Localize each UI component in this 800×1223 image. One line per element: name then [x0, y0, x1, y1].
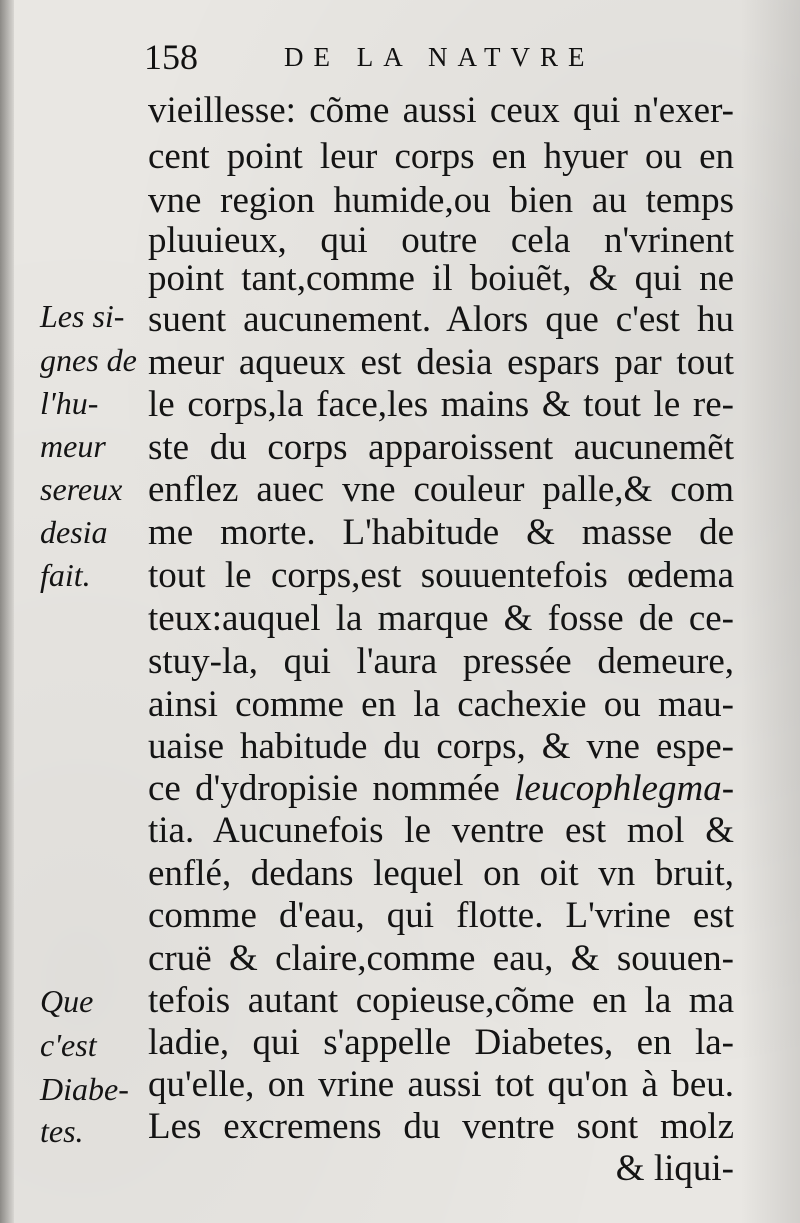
- margin-note-line: desia: [40, 514, 108, 550]
- margin-note-line: Diabe-: [40, 1071, 129, 1107]
- text-line: le corps,la face,les mains & tout le re-: [148, 384, 734, 425]
- text-line: [148, 766, 734, 812]
- text-line: tefois autant copieuse,cõme en la ma: [148, 980, 734, 1021]
- text-line: me morte. L'habitude & masse de: [148, 512, 734, 553]
- text-line: point tant,comme il boiuẽt, & qui ne: [148, 258, 734, 299]
- text-line: comme d'eau, qui flotte. L'vrine est: [148, 895, 734, 936]
- text-line: tia. Aucunefois le ventre est mol &: [148, 810, 734, 851]
- text-line: teux:auquel la marque & fosse de ce-: [148, 598, 734, 639]
- margin-note-line: c'est: [40, 1027, 97, 1063]
- text-line: ste du corps apparoissent aucunemẽt: [148, 427, 734, 468]
- text-line: & liqui-: [615, 1148, 734, 1189]
- page-header: [144, 36, 734, 86]
- text-line: stuy-la, qui l'aura pressée demeure,: [148, 641, 734, 682]
- running-title: DE LA NATVRE: [284, 42, 595, 72]
- text-line: uaise habitude du corps, & vne espe-: [148, 726, 734, 767]
- text-line: cruë & claire,comme eau, & souuen-: [148, 938, 734, 979]
- margin-note-line: meur: [40, 428, 106, 464]
- binding-gutter: [0, 0, 14, 1223]
- margin-note-line: Que: [40, 983, 94, 1019]
- text-line: suent aucunement. Alors que c'est hu: [148, 299, 734, 340]
- text-fragment: ce d'ydropisie nommée: [148, 768, 500, 809]
- text-line: ainsi comme en la cachexie ou mau-: [148, 684, 734, 725]
- text-line: vieillesse: cõme aussi ceux qui n'exer-: [148, 90, 734, 131]
- margin-note-line: l'hu-: [40, 385, 99, 421]
- margin-note-line: sereux: [40, 471, 123, 507]
- text-line: meur aqueux est desia espars par tout: [148, 342, 734, 383]
- text-line: pluuieux, qui outre cela n'vrinent: [148, 220, 734, 261]
- text-line: enflé, dedans lequel on oit vn bruit,: [148, 853, 734, 894]
- margin-note-line: fait.: [40, 557, 91, 593]
- text-line: vne region humide,ou bien au temps: [148, 180, 734, 221]
- page-number: 158: [144, 37, 198, 77]
- text-line: enflez auec vne couleur palle,& com: [148, 469, 734, 510]
- text-line: tout le corps,est souuentefois œdema: [148, 555, 734, 596]
- italic-term: leucophlegma-: [514, 768, 734, 809]
- text-line: cent point leur corps en hyuer ou en: [148, 136, 734, 177]
- page-edge-shadow: [740, 0, 800, 1223]
- text-line: ladie, qui s'appelle Diabetes, en la-: [148, 1022, 734, 1063]
- text-line: Les excremens du ventre sont molz: [148, 1106, 734, 1147]
- margin-note-line: gnes de: [40, 342, 137, 378]
- margin-note-line: Les si-: [40, 298, 125, 334]
- margin-note-line: tes.: [40, 1113, 84, 1149]
- text-line: qu'elle, on vrine aussi tot qu'on à beu.: [148, 1064, 734, 1105]
